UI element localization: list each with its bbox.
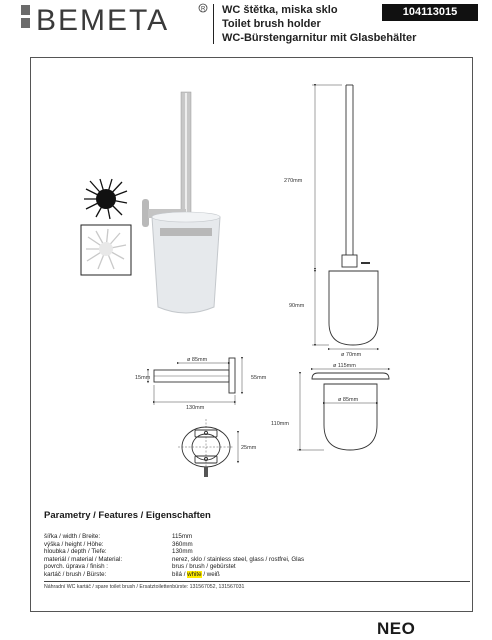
- glass-cup-dimensions: [297, 369, 389, 450]
- dim-15: 15mm: [135, 375, 151, 381]
- dim-270: 270mm: [284, 178, 303, 184]
- side-dimensions: [312, 85, 378, 349]
- svg-text:R: R: [201, 6, 206, 13]
- product-photo: [142, 92, 220, 313]
- header-divider: [213, 4, 214, 44]
- feature-key: povrch. úprava / finish :: [44, 563, 108, 570]
- holder-top-dimensions: [148, 358, 242, 405]
- dim-d70: ø 70mm: [341, 352, 362, 358]
- dim-110: 110mm: [271, 421, 289, 427]
- feature-row-finish: [44, 563, 464, 571]
- technical-drawing: [30, 57, 473, 507]
- title-de: WC-Bürstengarnitur mit Glasbehälter: [222, 32, 417, 44]
- dim-130: 130mm: [186, 405, 205, 411]
- spare-brush-note: Náhradní WC kartáč / spare toilet brush / Ersatztoilettenbürste: 131567052, 131567031: [44, 584, 245, 590]
- feature-key: hloubka / depth / Tiefe:: [44, 548, 107, 555]
- feature-key: výška / height / Höhe:: [44, 540, 104, 548]
- bemeta-logo: [20, 2, 210, 36]
- brush-color-after: / weiß: [201, 570, 220, 578]
- glass-cup-view: [312, 373, 389, 450]
- feature-value: 130mm: [172, 548, 193, 555]
- dim-90: 90mm: [289, 303, 305, 309]
- svg-text:BEMETA: BEMETA: [36, 4, 170, 36]
- dim-d115: ø 115mm: [333, 363, 356, 369]
- wall-plate-front-view: [178, 419, 234, 477]
- dim-d85-glass: ø 85mm: [338, 397, 359, 403]
- feature-row-width: [44, 533, 464, 541]
- side-view: [329, 85, 378, 345]
- features-divider: [44, 581, 470, 582]
- series-name: NEO: [377, 619, 416, 638]
- feature-value: 360mm: [172, 540, 193, 548]
- feature-key: šířka / width / Breite:: [44, 533, 101, 540]
- feature-key: materiál / material / Material:: [44, 555, 123, 563]
- feature-value: brus / brush / gebürstet: [172, 563, 236, 570]
- product-code-badge: 104113015: [382, 4, 478, 21]
- title-en: Toilet brush holder: [222, 18, 321, 30]
- feature-key: kartáč / brush / Bürste:: [44, 570, 107, 578]
- feature-row-depth: [44, 548, 464, 556]
- title-cz: WC štětka, miska sklo: [222, 4, 338, 16]
- brush-color-before: bílá /: [172, 570, 188, 578]
- features-heading: Parametry / Features / Eigenschaften: [44, 510, 211, 521]
- dim-55: 55mm: [251, 375, 267, 381]
- dim-d85-top: ø 85mm: [187, 357, 208, 363]
- brush-black-swatch: [82, 177, 130, 221]
- dim-25: 25mm: [241, 445, 257, 451]
- feature-value: 115mm: [172, 533, 193, 540]
- brush-white-swatch: [81, 225, 131, 275]
- feature-row-height: [44, 541, 464, 549]
- feature-row-brush: [44, 571, 464, 579]
- features-section: [44, 510, 464, 590]
- feature-row-material: [44, 556, 464, 564]
- brush-color-highlight: white: [187, 570, 202, 578]
- feature-value: [172, 571, 464, 579]
- feature-value: nerez, sklo / stainless steel, glass / rostfrei, Glas: [172, 555, 305, 563]
